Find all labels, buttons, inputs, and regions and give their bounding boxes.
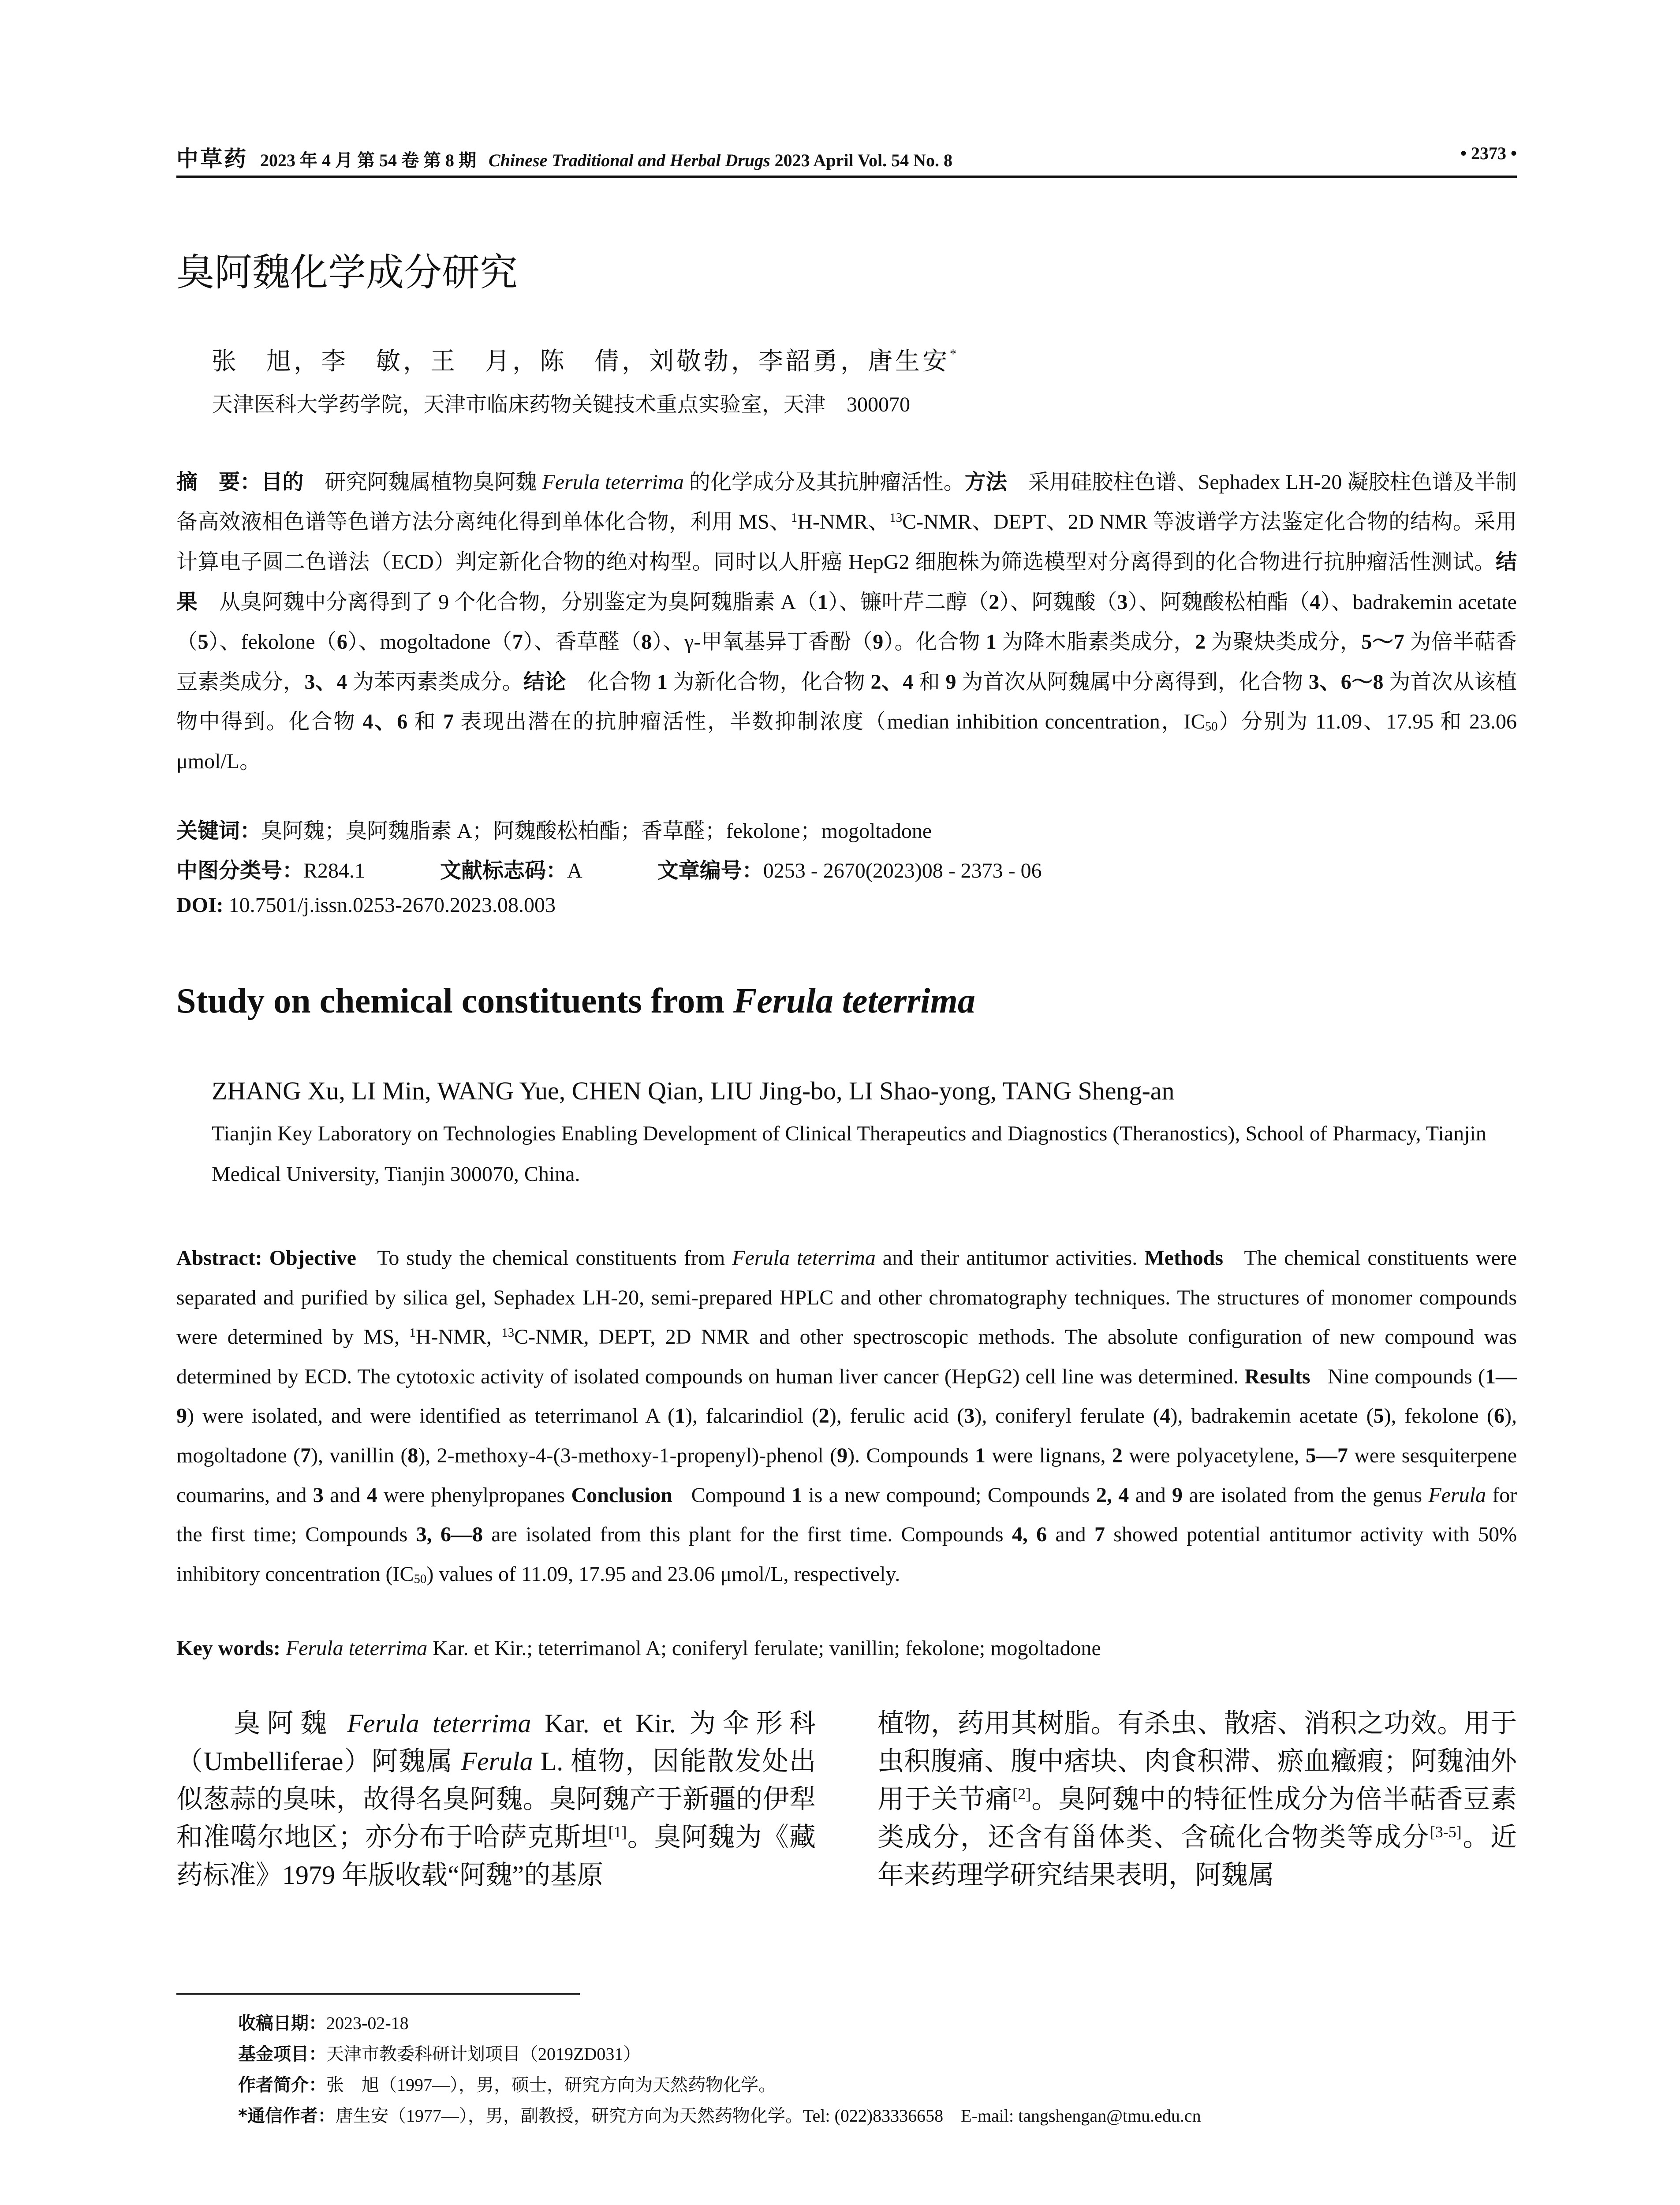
compound-num: 3 [313, 1483, 324, 1507]
compound-num: 6 [1494, 1404, 1505, 1428]
compound-num: 9 [1172, 1483, 1183, 1507]
objective-text-en-2: and their antitumor activities. [882, 1246, 1138, 1270]
issue-date-zh: 2023 年 4 月 第 54 卷 第 8 期 [260, 150, 476, 170]
conclusion-text-zh-f: 和 [414, 710, 437, 733]
species-name: Ferula teterrima [285, 1637, 428, 1660]
conclusion-text-en-g: and [1055, 1523, 1086, 1547]
results-text-en-h: ), mogoltadone ( [176, 1404, 1517, 1467]
compound-num: 7 [443, 710, 454, 733]
conclusion-label-zh: 结论 [523, 669, 566, 694]
compound-num: 1 [974, 1443, 986, 1467]
affiliation-en: Tianjin Key Laboratory on Technologies Enabling Development of Clinical Therapeutics and Diagnostics (Theranostics), School of Pharmacy, Tianjin Medical University, Tianjin 300070, China. [212, 1122, 1486, 1186]
footnote-text: 天津市教委科研计划项目（2019ZD031） [326, 2044, 641, 2064]
results-text-en-b: ) were isolated, and were identified as teterrimanol A ( [187, 1404, 675, 1428]
compound-num: 6 [336, 630, 347, 654]
results-text-zh-n: 为苯丙素类成分。 [352, 670, 523, 694]
conclusion-text-en-e: for the first time; Compounds [176, 1483, 1517, 1547]
conclusion-text-zh-b: 为新化合物，化合物 [673, 670, 866, 694]
article-number-label: 文章编号： [657, 858, 763, 883]
results-text-zh-g: ）、mogoltadone（ [347, 630, 512, 654]
body-text: L. 植物，因能散发处出似葱蒜的臭味，故得名臭阿魏。臭阿魏产于新疆的伊犁和准噶尔地区；亦分布于哈萨克斯坦 [176, 1747, 816, 1852]
conclusion-text-en-d: are isolated from the genus [1189, 1483, 1422, 1507]
abstract-zh [176, 462, 1517, 781]
results-text-zh: 从臭阿魏中分离得到了 9 个化合物，分别鉴定为臭阿魏脂素 A（ [219, 590, 818, 614]
page-number: • 2373 • [1460, 143, 1517, 163]
authors-en: ZHANG Xu, LI Min, WANG Yue, CHEN Qian, LIU Jing-bo, LI Shao-yong, TANG Sheng-an [212, 1076, 1175, 1105]
conclusion-text-zh-h: ）分别为 11.09、17.95 和 23.06 μmol/L。 [176, 710, 1517, 773]
compound-num: 9 [837, 1443, 848, 1467]
compound-range: 2、4 [870, 670, 914, 694]
results-text-zh-l: 为聚炔类成分， [1211, 630, 1362, 654]
results-text-zh-j: ）。化合物 [883, 630, 981, 654]
results-text-zh-c: ）、阿魏酸（ [999, 590, 1117, 614]
methods-text-zh-2: H-NMR、 [797, 510, 890, 534]
keywords-en-text: Kar. et Kir.; teterrimanol A; coniferyl ferulate; vanillin; fekolone; mogoltadone [433, 1637, 1101, 1660]
compound-num: 7 [512, 630, 523, 654]
compound-num: 2 [818, 1404, 829, 1428]
species-name: Ferula teterrima [732, 1246, 876, 1270]
title-en-species: Ferula teterrima [733, 982, 975, 1020]
compound-num: 1 [675, 1404, 686, 1428]
body-text: 植物，药用其树脂。有杀虫、散痞、消积之功效。用于虫积腹痛、腹中痞块、肉食积滞、瘀血癥瘕；阿魏油外用于关节痛 [877, 1709, 1517, 1814]
footnote-text: 2023-02-18 [326, 2013, 409, 2033]
sub-50: 50 [1205, 719, 1218, 734]
species-name: Ferula teterrima [542, 471, 684, 494]
article-title-zh: 臭阿魏化学成分研究 [176, 250, 518, 295]
species-name: Ferula teterrima [347, 1709, 531, 1738]
results-text-zh-e: ）、badrakemin acetate（ [176, 590, 1517, 654]
keywords-en [176, 1636, 1101, 1660]
results-text-en-c: ), falcarindiol ( [685, 1404, 819, 1428]
journal-name-zh: 中草药 [176, 146, 248, 172]
compound-num: 5 [198, 630, 209, 654]
results-text-zh-i: ）、γ-甲氧基异丁香酚（ [652, 630, 873, 654]
footnote-label: 基金项目： [238, 2044, 326, 2064]
compound-num: 8 [641, 630, 652, 654]
title-en-text: Study on chemical constituents from [176, 982, 724, 1020]
conclusion-text-zh-g: 表现出潜在的抗肿瘤活性，半数抑制浓度（median inhibition concentration，IC [460, 710, 1205, 733]
compound-range: 4、6 [362, 710, 408, 733]
compound-num: 5 [1373, 1404, 1384, 1428]
conclusion-text-zh-d: 为首次从阿魏属中分离得到，化合物 [961, 670, 1303, 694]
citation[interactable]: [1] [608, 1823, 627, 1841]
compound-range: 3、4 [304, 670, 347, 694]
sup-13: 13 [501, 1326, 515, 1340]
footnote-rule [176, 1993, 580, 1995]
objective-text-zh: 研究阿魏属植物臭阿魏 [325, 471, 537, 494]
conclusion-text-zh-c: 和 [918, 670, 941, 694]
genus-name: Ferula [1428, 1483, 1486, 1507]
results-text-en-d: ), ferulic acid ( [829, 1404, 964, 1428]
methods-text-en: The chemical constituents were separated and purified by silica gel, Sephadex LH-20, semi-prepared HPLC and other chromatography techniques. The structures of monomer compounds were determined by MS, [176, 1246, 1517, 1349]
issue-date-en: 2023 April Vol. 54 No. 8 [774, 150, 953, 170]
results-text-en-f: ), badrakemin acetate ( [1170, 1404, 1374, 1428]
body-text: 臭阿魏 [234, 1709, 334, 1738]
doi-value[interactable]: 10.7501/j.issn.0253-2670.2023.08.003 [228, 893, 556, 917]
objective-label-en: Objective [269, 1246, 356, 1270]
results-text-zh-d: ）、阿魏酸松柏酯（ [1127, 590, 1310, 614]
classification-line [176, 853, 1042, 884]
results-text-zh-h: ）、香草醛（ [523, 630, 642, 654]
doi-label: DOI: [176, 893, 224, 917]
results-text-zh-k: 为降木脂素类成分， [1002, 630, 1195, 654]
body-column-left [176, 1704, 816, 1894]
compound-num: 2 [1195, 630, 1206, 654]
methods-text-en-3: C-NMR, DEPT, 2D NMR and other spectroscopic methods. The absolute configuration of new compound was determined by ECD. The cytotoxic activity of isolated compounds on human liver cancer (HepG2) cell line was determined. [176, 1325, 1517, 1388]
compound-num: 7 [1094, 1523, 1105, 1547]
compound-range: 3, 6—8 [416, 1523, 483, 1547]
conclusion-text-en-c: and [1135, 1483, 1166, 1507]
compound-num: 1 [657, 670, 668, 694]
results-text-en-n: were sesquiterpene coumarins, and [176, 1443, 1517, 1507]
keywords-zh-label: 关键词： [176, 818, 261, 843]
footnote-text: 张 旭（1997—），男，硕士，研究方向为天然药物化学。 [326, 2075, 776, 2095]
sup-13: 13 [889, 511, 903, 525]
results-label-zh: 结果 [176, 549, 1517, 614]
body-text: 。臭阿魏为《藏药标准》1979 年版收载“阿魏”的基原 [176, 1823, 816, 1890]
conclusion-text-en-f: are isolated from this plant for the first time. Compounds [491, 1523, 1004, 1547]
authors-zh-names: 张 旭，李 敏，王 月，陈 倩，刘敬勃，李韶勇，唐生安 [212, 348, 950, 375]
footnote-author [238, 2071, 776, 2096]
results-text-en-e: ), coniferyl ferulate ( [974, 1404, 1160, 1428]
results-text-en-k: ). Compounds [847, 1443, 969, 1467]
results-text-en-p: were phenylpropanes [383, 1483, 565, 1507]
results-text-en: Nine compounds ( [1328, 1364, 1486, 1388]
genus-name: Ferula [461, 1747, 533, 1776]
citation[interactable]: [3-5] [1430, 1823, 1462, 1841]
compound-num: 8 [407, 1443, 418, 1467]
methods-text-zh-3: C-NMR、DEPT、2D NMR 等波谱学方法鉴定化合物的结构。采用计算电子圆二色谱法（ECD）判定新化合物的绝对构型。同时以人肝癌 HepG2 细胞株为筛选模型对分离得到的化合物进行抗肿瘤活性测试。 [176, 510, 1517, 574]
article-number-value: 0253 - 2670(2023)08 - 2373 - 06 [763, 859, 1042, 882]
compound-range: 5～7 [1361, 630, 1404, 654]
footnote-corresponding [238, 2102, 1201, 2127]
compound-num: 2 [1112, 1443, 1123, 1467]
body-text: Kar. et Kir. 为伞形科（Umbelliferae）阿魏属 [176, 1709, 816, 1776]
keywords-zh-text: 臭阿魏；臭阿魏脂素 A；阿魏酸松柏酯；香草醛；fekolone；mogoltadone [261, 819, 932, 843]
conclusion-text-zh: 化合物 [587, 670, 652, 694]
sup-1: 1 [791, 511, 798, 525]
doc-code-value: A [567, 859, 582, 882]
authors-zh [212, 342, 959, 377]
header-rule [176, 176, 1517, 178]
body-column-right [877, 1704, 1517, 1894]
running-header [176, 141, 1517, 173]
sub-50: 50 [414, 1572, 427, 1586]
compound-num: 3 [964, 1404, 975, 1428]
clc-value: R284.1 [303, 859, 366, 882]
compound-num: 1 [791, 1483, 803, 1507]
footnote-label: 收稿日期： [238, 2013, 326, 2033]
compound-num: 9 [945, 670, 956, 694]
compound-num: 4 [1160, 1404, 1171, 1428]
compound-num: 2 [989, 590, 1000, 614]
conclusion-text-en: Compound [691, 1483, 785, 1507]
compound-num: 4 [1310, 590, 1321, 614]
article-title-en [176, 981, 975, 1021]
compound-range: 5—7 [1305, 1443, 1348, 1467]
body-text: 。近年来药理学研究结果表明，阿魏属 [877, 1823, 1517, 1890]
conclusion-text-en-h: showed potential antitumor activity with 50% inhibitory concentration (IC [176, 1523, 1517, 1586]
abstract-zh-label: 摘 要： [176, 470, 261, 494]
compound-num: 9 [873, 630, 884, 654]
affiliation-zh: 天津医科大学药学院，天津市临床药物关键技术重点实验室，天津 300070 [212, 393, 911, 416]
abstract-en [176, 1238, 1517, 1594]
abstract-en-label: Abstract: [176, 1246, 262, 1270]
footnote-text: 唐生安（1977—），男，副教授，研究方向为天然药物化学。Tel: (022)83336658 E-mail: tangshengan@tmu.edu.cn [335, 2106, 1201, 2126]
sup-1: 1 [409, 1326, 416, 1340]
compound-num: 4 [366, 1483, 377, 1507]
compound-range: 2, 4 [1096, 1483, 1129, 1507]
footnote-received [238, 2009, 409, 2034]
methods-text-zh: 采用硅胶柱色谱、Sephadex LH-20 凝胶柱色谱及半制备高效液相色谱等色谱方法分离纯化得到单体化合物，利用 MS、 [176, 471, 1517, 534]
compound-range: 1—9 [176, 1364, 1517, 1428]
results-text-zh-m: 为倍半萜香豆素类成分， [176, 630, 1517, 694]
results-text-en-j: ), 2-methoxy-4-(3-methoxy-1-propenyl)-phenol ( [418, 1443, 837, 1467]
conclusion-text-en-b: is a new compound; Compounds [808, 1483, 1090, 1507]
corresponding-mark: * [950, 347, 959, 361]
keywords-zh [176, 814, 932, 844]
citation[interactable]: [2] [1012, 1785, 1031, 1803]
results-label-en: Results [1244, 1364, 1310, 1388]
results-text-en-m: were polyacetylene, [1129, 1443, 1299, 1467]
results-text-en-l: were lignans, [992, 1443, 1106, 1467]
journal-name-en: Chinese Traditional and Herbal Drugs [489, 150, 770, 170]
doi-line [176, 893, 556, 917]
clc-label: 中图分类号： [176, 858, 304, 883]
conclusion-label-en: Conclusion [571, 1483, 672, 1507]
objective-text-zh-2: 的化学成分及其抗肿瘤活性。 [689, 471, 965, 494]
compound-range: 3、6～8 [1308, 670, 1384, 694]
objective-text-en: To study the chemical constituents from [377, 1246, 725, 1270]
compound-num: 3 [1117, 590, 1128, 614]
footnote-label: 作者简介： [238, 2075, 326, 2095]
compound-range: 4, 6 [1012, 1523, 1047, 1547]
objective-label-zh: 目的 [261, 470, 304, 494]
footnote-fund [238, 2040, 641, 2065]
conclusion-text-en-i: ) values of 11.09, 17.95 and 23.06 μmol/L, respectively. [426, 1562, 900, 1586]
methods-label-en: Methods [1144, 1246, 1223, 1270]
results-text-en-g: ), fekolone ( [1384, 1404, 1494, 1428]
methods-text-en-2: H-NMR, [415, 1325, 492, 1349]
compound-num: 1 [986, 630, 997, 654]
compound-num: 1 [817, 590, 828, 614]
conclusion-text-zh-e: 为首次从该植物中得到。化合物 [176, 670, 1517, 733]
results-text-en-o: and [330, 1483, 361, 1507]
body-text: 。臭阿魏中的特征性成分为倍半萜香豆素类成分，还含有甾体类、含硫化合物类等成分 [877, 1785, 1517, 1852]
keywords-en-label: Key words: [176, 1637, 280, 1660]
compound-num: 7 [300, 1443, 311, 1467]
results-text-zh-b: ）、镰叶芹二醇（ [828, 590, 989, 614]
results-text-en-i: ), vanillin ( [310, 1443, 408, 1467]
footnote-label: *通信作者： [238, 2106, 336, 2126]
results-text-zh-f: ）、fekolone（ [208, 630, 337, 654]
methods-label-zh: 方法 [964, 470, 1007, 494]
doc-code-label: 文献标志码： [440, 858, 567, 883]
